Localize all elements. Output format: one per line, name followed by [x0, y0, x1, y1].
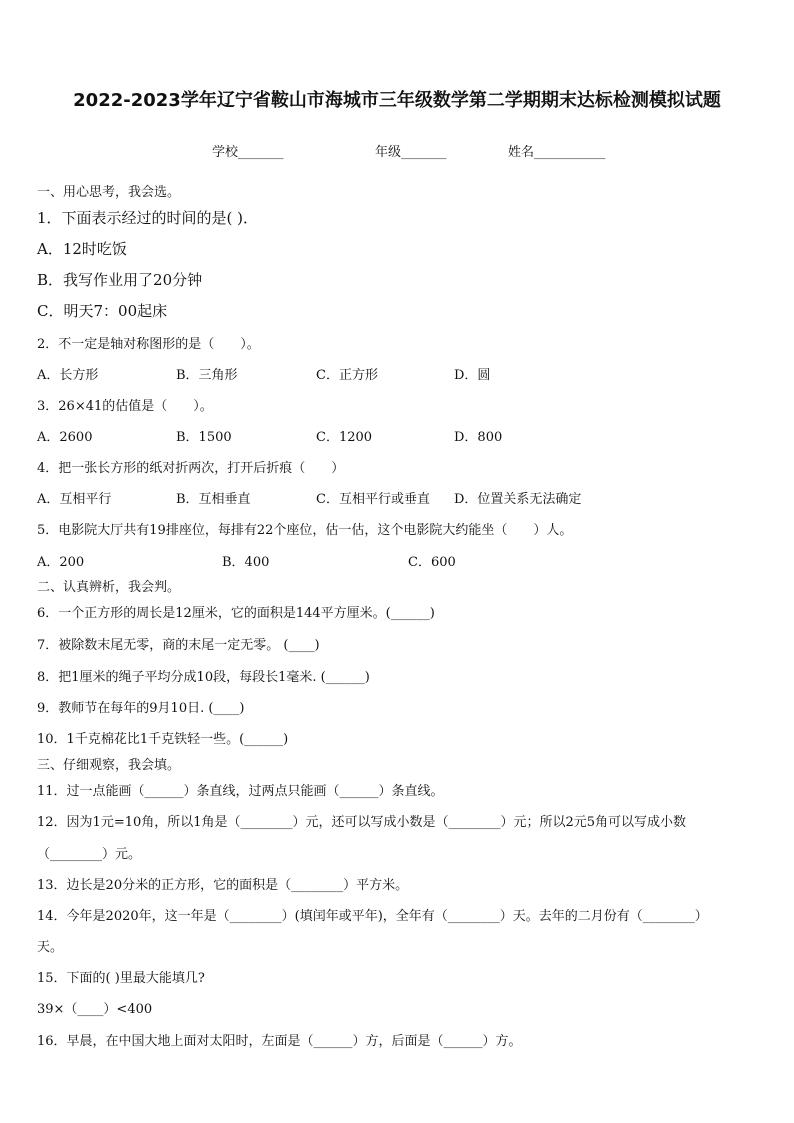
question-15-line-1: 15．下面的( )里最大能填几? — [37, 971, 205, 986]
question-5-option-b: B．400 — [222, 555, 270, 570]
question-1-option-a: A．12时吃饭 — [37, 240, 127, 258]
question-11: 11．过一点能画（______）条直线，过两点只能画（______）条直线。 — [37, 784, 444, 799]
section-heading-1: 一、用心思考，我会选。 — [37, 185, 181, 200]
question-3-option-a: A．2600 — [37, 430, 93, 445]
section-heading-2: 二、认真辨析，我会判。 — [37, 580, 181, 595]
question-2-option-d: D．圆 — [454, 368, 491, 383]
question-3-option-c: C．1200 — [316, 430, 373, 445]
question-14-line-1: 14．今年是2020年，这一年是（________）(填闰年或平年)，全年有（________）天。去年的二月份有（________） — [37, 909, 708, 924]
question-3-option-b: B．1500 — [176, 430, 232, 445]
question-13: 13．边长是20分米的正方形，它的面积是（________）平方米。 — [37, 878, 409, 893]
question-5-stem: 5．电影院大厅共有19排座位，每排有22个座位，估一估，这个电影院大约能坐（ ）人。 — [37, 523, 573, 538]
question-4-option-b: B．互相垂直 — [176, 492, 251, 507]
question-10: 10．1千克棉花比1千克铁轻一些。(______) — [37, 732, 289, 747]
question-5-option-a: A．200 — [37, 555, 85, 570]
question-12-line-1: 12．因为1元=10角，所以1角是（________）元，还可以写成小数是（________）元；所以2元5角可以写成小数 — [37, 815, 687, 830]
question-4-option-c: C．互相平行或垂直 — [316, 492, 430, 507]
exam-title: 2022-2023学年辽宁省鞍山市海城市三年级数学第二学期期末达标检测模拟试题 — [73, 90, 721, 111]
question-7: 7．被除数末尾无零，商的末尾一定无零。 (____) — [37, 638, 320, 653]
question-1-stem: 1．下面表示经过的时间的是( )． — [37, 209, 259, 227]
question-15-line-2: 39×（____）<400 — [37, 1002, 153, 1017]
question-12-line-2: （________）元。 — [37, 847, 142, 862]
question-2-option-c: C．正方形 — [316, 368, 378, 383]
question-2-option-a: A．长方形 — [37, 368, 99, 383]
question-8: 8．把1厘米的绳子平均分成10段，每段长1毫米. (______) — [37, 670, 370, 685]
question-2-stem: 2．不一定是轴对称图形的是（ ）。 — [37, 337, 260, 352]
school-field: 学校_______ — [212, 145, 284, 160]
question-16: 16．早晨，在中国大地上面对太阳时，左面是（______）方，后面是（______）方。 — [37, 1034, 522, 1049]
question-14-line-2: 天。 — [37, 940, 64, 955]
question-6: 6．一个正方形的周长是12厘米，它的面积是144平方厘米。(______) — [37, 606, 435, 621]
question-5-option-c: C．600 — [408, 555, 456, 570]
question-2-option-b: B．三角形 — [176, 368, 238, 383]
question-1-option-c: C．明天7：00起床 — [37, 302, 168, 320]
name-field: 姓名___________ — [508, 145, 606, 160]
question-4-option-a: A．互相平行 — [37, 492, 112, 507]
section-heading-3: 三、仔细观察，我会填。 — [37, 758, 181, 773]
question-3-option-d: D．800 — [454, 430, 503, 445]
question-4-option-d: D．位置关系无法确定 — [454, 492, 582, 507]
question-4-stem: 4．把一张长方形的纸对折两次，打开后折痕（ ） — [37, 461, 345, 476]
grade-field: 年级_______ — [375, 145, 447, 160]
question-3-stem: 3．26×41的估值是（ ）。 — [37, 399, 213, 414]
question-9: 9．教师节在每年的9月10日. (____) — [37, 701, 245, 716]
question-1-option-b: B．我写作业用了20分钟 — [37, 271, 203, 289]
